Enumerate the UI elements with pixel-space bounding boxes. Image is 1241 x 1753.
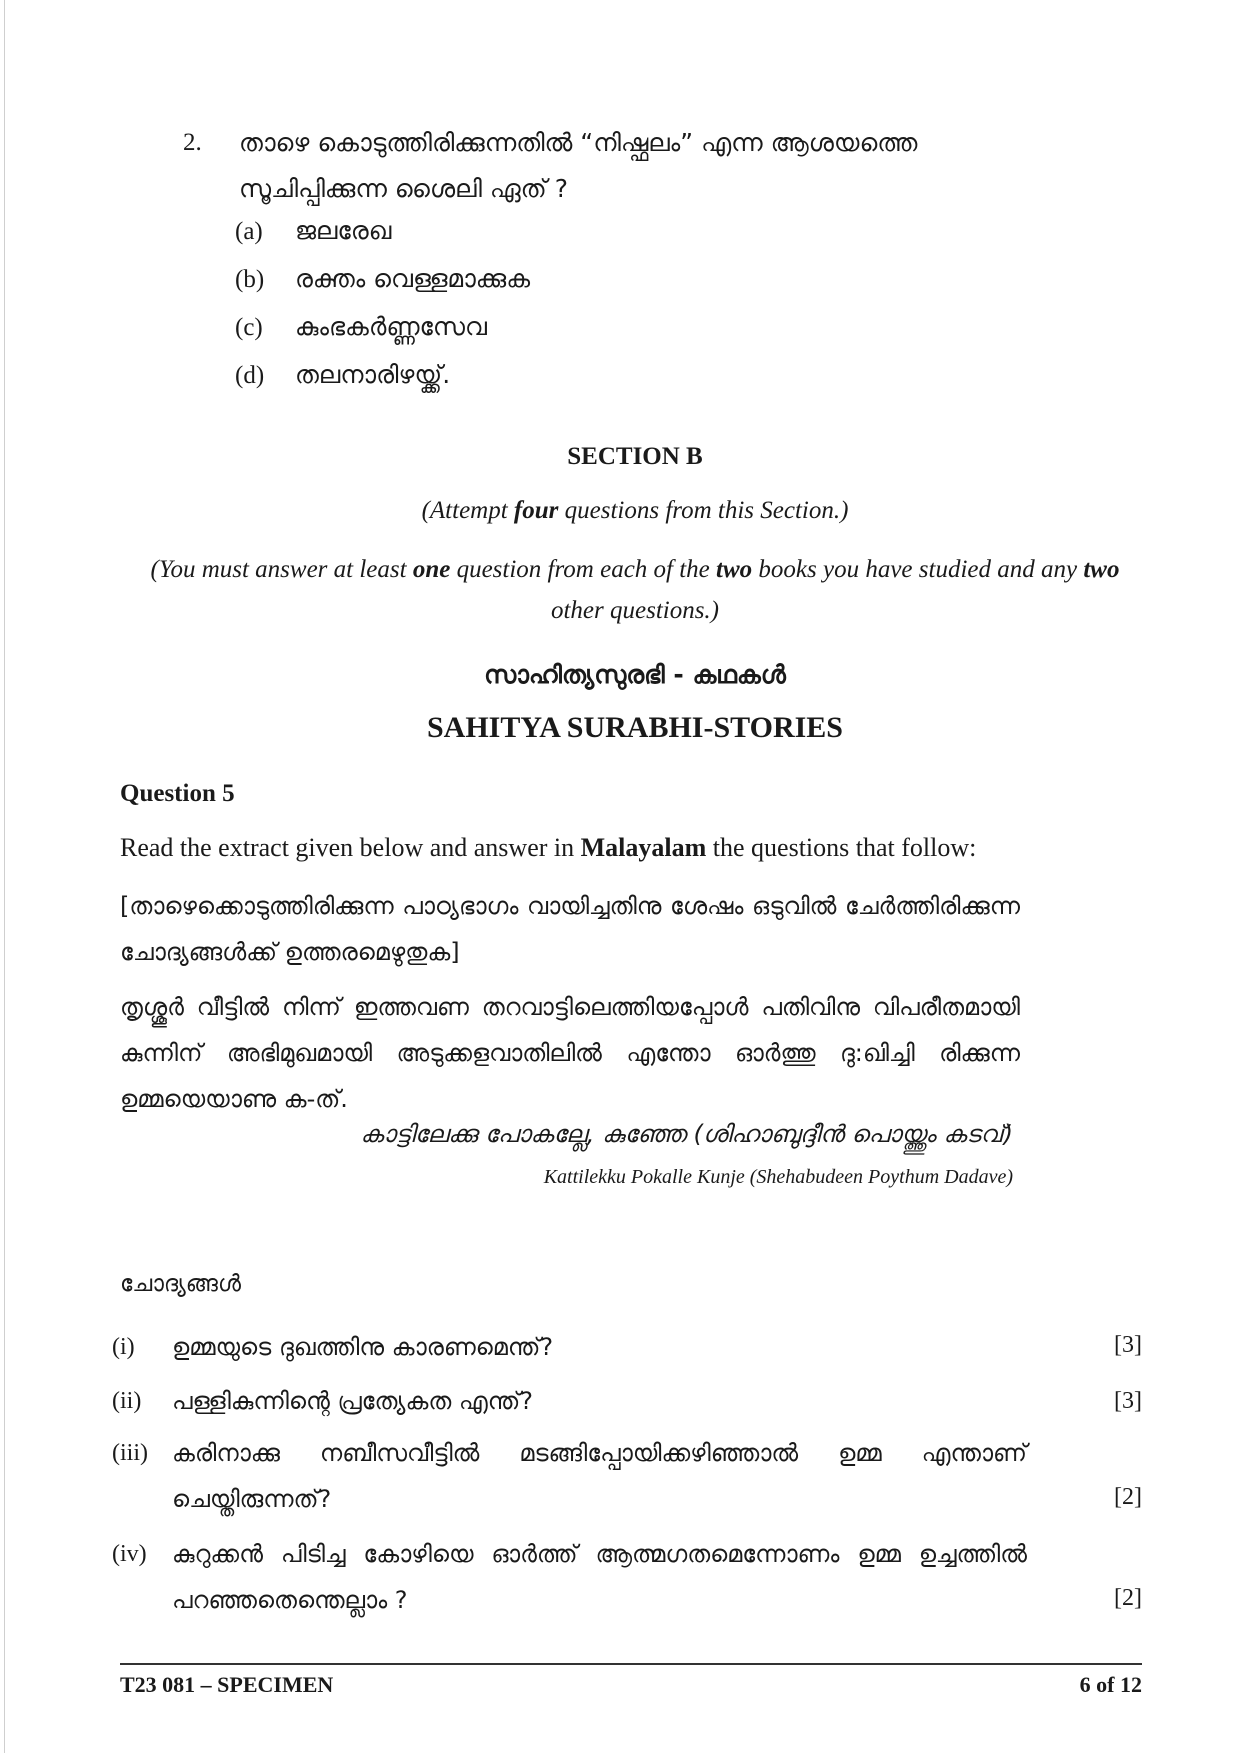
instruction-text: questions from this Section.) (558, 497, 849, 524)
subquestion-text: കുറുക്കൻ പിടിച്ച കോഴിയെ ഓർത്ത് ആത്മഗതമെന്നോണം ഉമ്മ ഉച്ചത്തിൽ പറഞ്ഞതെന്തെല്ലാം ? (172, 1540, 1027, 1614)
book-title-malayalam: സാഹിത്യസുരഭി - കഥകൾ (484, 660, 786, 689)
subquestion-number: (iii) (112, 1440, 148, 1466)
instruction-text: Read the extract given below and answer in (120, 833, 581, 862)
instruction-text: the questions that follow: (706, 833, 977, 862)
subquestion-text: ഉമ്മയുടെ ദുഖത്തിനു കാരണമെന്ത്? (172, 1333, 554, 1361)
subquestion-number: (i) (112, 1334, 135, 1360)
option-text: കുംഭകർണ്ണസേവ (295, 312, 487, 341)
instruction-text: books you have studied and any (752, 556, 1084, 583)
subquestion-number: (ii) (112, 1388, 142, 1414)
questions-label: ചോദ്യങ്ങൾ (120, 1271, 241, 1297)
instruction-emphasis: one (412, 556, 451, 583)
subquestion-iv (112, 1531, 1142, 1631)
subquestion-number: (iv) (112, 1541, 147, 1567)
option-label: (a) (235, 218, 263, 245)
subquestion-ii (112, 1378, 1142, 1438)
instruction-text: other questions.) (550, 597, 720, 624)
option-text: ജലരേഖ (295, 216, 392, 245)
marks-badge: [3] (1114, 1388, 1142, 1414)
marks-badge: [2] (1114, 1585, 1142, 1611)
question-text: താഴെ കൊടുത്തിരിക്കുന്നതിൽ “നിഷ്ഫലം” എന്ന ആശയത്തെ സൂചിപ്പിക്കുന്ന ശൈലി ഏത് ? (239, 128, 918, 203)
marks-badge: [3] (1114, 1332, 1142, 1358)
option-a (235, 208, 391, 255)
source-english: Kattilekku Pokalle Kunje (Shehabudeen Poythum Dadave) (543, 1166, 1013, 1188)
instruction-malayalam: [താഴെക്കൊടുത്തിരിക്കുന്ന പാഠ്യഭാഗം വായിച്ചതിനു ശേഷം ഒടുവിൽ ചേർത്തിരിക്കുന്ന ചോദ്യങ്ങൾക്ക് ഉത്തരമെഴുതുക] (120, 892, 1020, 966)
option-label: (d) (235, 362, 265, 389)
option-text: തലനാരിഴയ്ക്ക്. (295, 360, 451, 389)
paper-code: T23 081 – SPECIMEN (120, 1672, 334, 1697)
option-c (235, 304, 487, 351)
section-attempt-instruction (140, 497, 1130, 525)
source-malayalam: കാട്ടിലേക്കു പോകല്ലേ, കുഞ്ഞേ (ശിഹാബുദ്ദീൻ പൊയ്ത്തും കടവ്) (360, 1120, 1013, 1148)
instruction-emphasis: two (1083, 556, 1120, 583)
section-title: SECTION B (567, 443, 703, 470)
page-number: 6 of 12 (1079, 1672, 1142, 1697)
question-5-instruction (120, 833, 976, 863)
instruction-text: (You must answer at least (150, 556, 413, 583)
section-rule-instruction (140, 549, 1130, 631)
subquestion-iii (112, 1430, 1142, 1530)
book-title-english: SAHITYA SURABHI-STORIES (426, 711, 843, 744)
instruction-text: (Attempt (421, 497, 514, 524)
question-number: 2. (183, 129, 202, 156)
option-d (235, 352, 450, 399)
extract-passage: തൃശ്ശൂർ വീട്ടിൽ നിന്ന് ഇത്തവണ തറവാട്ടിലെത്തിയപ്പോൾ പതിവിനു വിപരീതമായി കുന്നിന് അഭിമുഖമായി അടുക്കളവാതിലിൽ എന്തോ ഓർത്തു ദു:ഖിച്ചി രിക്കുന്ന ഉമ്മയെയാണു ക-ത്. (120, 993, 1020, 1113)
option-label: (b) (235, 266, 265, 293)
question-5-heading: Question 5 (120, 780, 235, 807)
instruction-emphasis: four (513, 497, 559, 524)
instruction-emphasis: two (716, 556, 753, 583)
option-text: രക്തം വെള്ളമാക്കുക (295, 264, 531, 293)
instruction-emphasis: Malayalam (580, 833, 707, 862)
instruction-text: question from each of the (450, 556, 717, 583)
subquestion-text: കരിനാക്കു നബീസവീട്ടിൽ മടങ്ങിപ്പോയിക്കഴിഞ്ഞാൽ ഉമ്മ എന്താണ് ചെയ്തിരുന്നത്? (172, 1439, 1027, 1513)
marks-badge: [2] (1114, 1484, 1142, 1510)
footer-divider (120, 1663, 1142, 1665)
subquestion-text: പള്ളികുന്നിന്റെ പ്രത്യേകത എന്ത്? (172, 1387, 534, 1415)
option-b (235, 256, 530, 303)
option-label: (c) (235, 314, 263, 341)
page-edge-line (4, 0, 5, 1753)
subquestion-i (112, 1324, 1142, 1384)
